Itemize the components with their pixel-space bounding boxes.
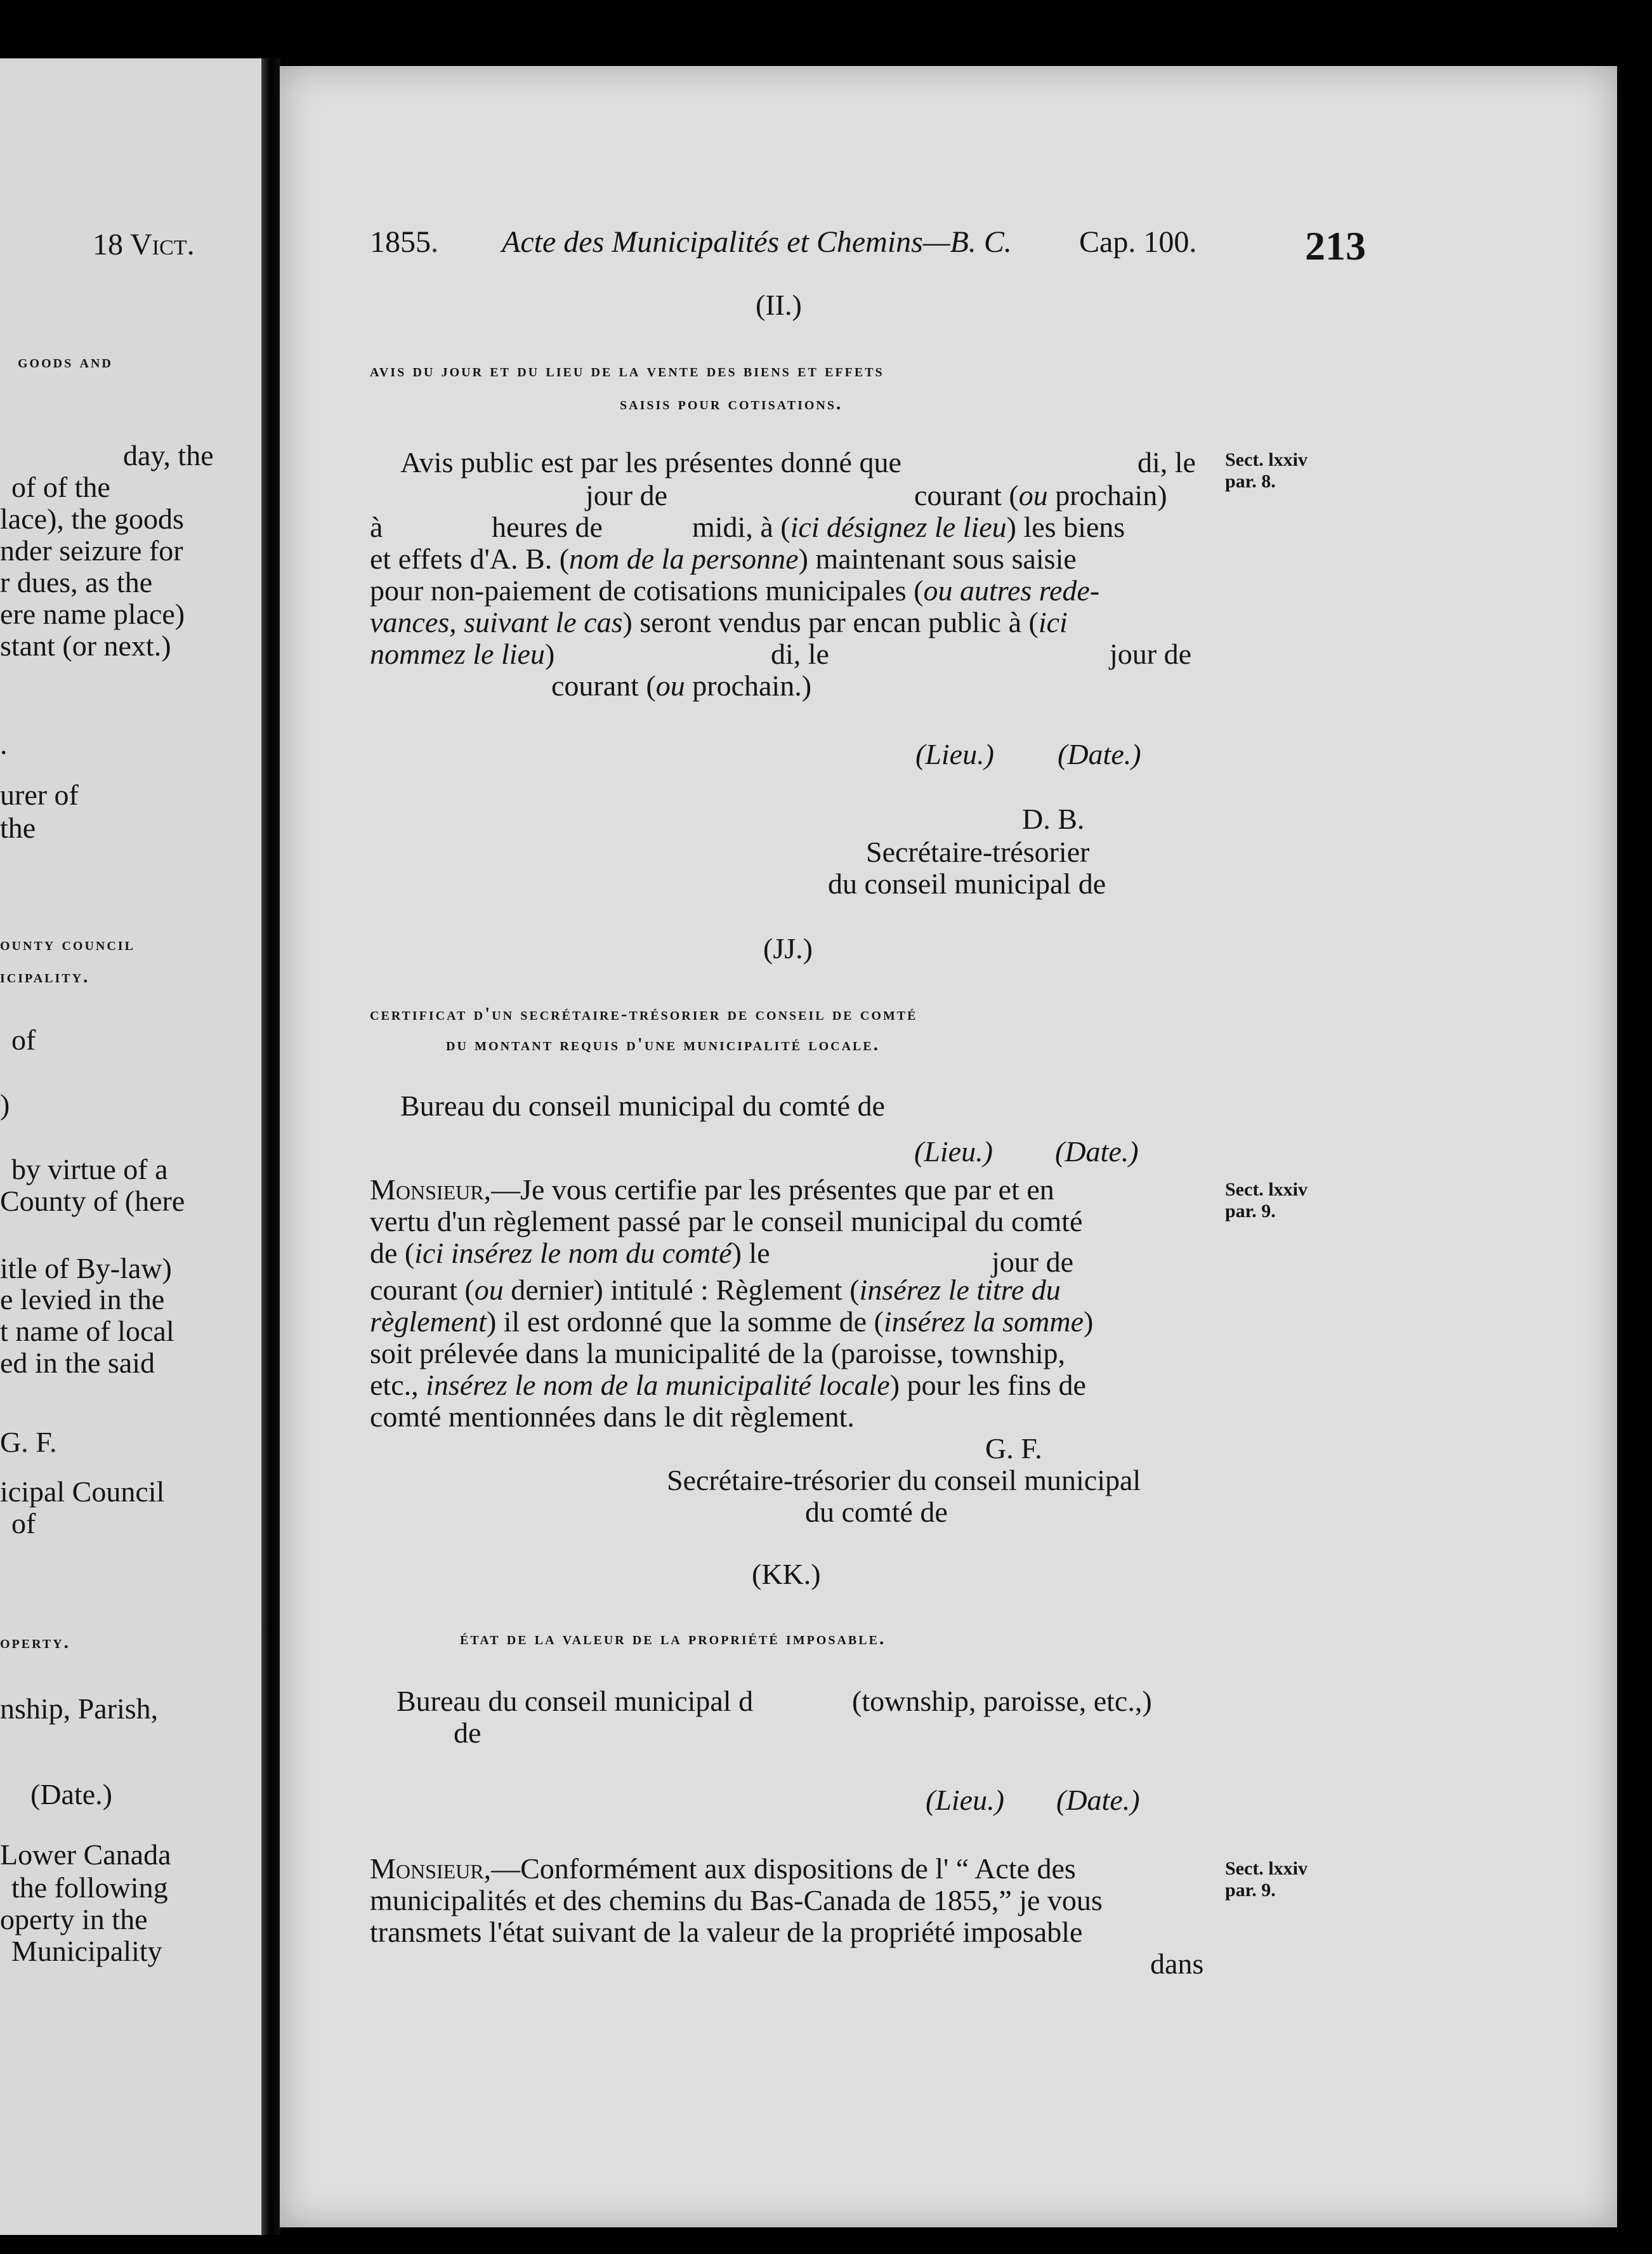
section-ii-line: nommez le lieu): [370, 638, 555, 670]
section-kk-office: Bureau du conseil municipal d: [397, 1685, 754, 1717]
section-ii-line: midi, à (ici désignez le lieu) les biens: [692, 511, 1125, 543]
left-page-line: r dues, as the: [0, 566, 153, 598]
left-page-line: operty.: [0, 1632, 70, 1652]
left-page-line: ounty council: [0, 934, 135, 954]
section-kk-line: Monsieur,—Conformément aux dispositions de l' “ Acte des: [370, 1852, 1076, 1885]
left-page-line: goods and: [18, 352, 113, 372]
section-ii-label: (II.): [756, 289, 802, 321]
section-ii-margin-note: par. 8.: [1225, 471, 1276, 492]
page-gutter: [261, 58, 280, 2235]
left-page-line: ): [0, 1088, 10, 1121]
section-kk-heading: état de la valeur de la propriété imposable.: [460, 1628, 886, 1649]
left-page-line: G. F.: [0, 1426, 57, 1458]
section-jj-line: de (ici insérez le nom du comté) le: [370, 1237, 770, 1269]
left-page-line: of: [11, 1024, 36, 1056]
section-ii-line: à: [370, 511, 383, 543]
section-jj-line: etc., insérez le nom de la municipalité locale) pour les fins de: [370, 1369, 1086, 1401]
section-ii-margin-note: Sect. lxxiv: [1225, 449, 1308, 470]
section-kk-place: (Lieu.): [926, 1784, 1004, 1816]
section-jj-place: (Lieu.): [914, 1135, 993, 1168]
section-jj-line: vertu d'un règlement passé par le conseil municipal du comté: [370, 1205, 1083, 1237]
section-jj-label: (JJ.): [763, 932, 813, 965]
section-kk-date: (Date.): [1056, 1784, 1140, 1816]
left-page-line: itle of By-law): [0, 1252, 172, 1284]
section-jj-office: Bureau du conseil municipal du comté de: [400, 1090, 885, 1122]
section-ii-signature: D. B.: [1022, 803, 1085, 835]
left-page-line: e levied in the: [0, 1283, 165, 1315]
left-page: [0, 58, 265, 2235]
section-ii-line: pour non-paiement de cotisations municipales (ou autres rede-: [370, 574, 1100, 607]
section-ii-line: courant (ou prochain.): [551, 669, 812, 702]
section-kk-margin-note: par. 9.: [1225, 1880, 1276, 1901]
left-page-line: ere name place): [0, 598, 185, 630]
section-ii-heading-2: saisis pour cotisations.: [620, 393, 843, 414]
section-kk-line: transmets l'état suivant de la valeur de la propriété imposable: [370, 1916, 1083, 1948]
section-kk-margin-note: Sect. lxxiv: [1225, 1858, 1308, 1879]
section-jj-line: Monsieur,—Je vous certifie par les présentes que par et en: [370, 1173, 1054, 1206]
section-ii-heading-1: avis du jour et du lieu de la vente des biens et effets: [370, 360, 884, 381]
left-page-line: the following: [11, 1871, 168, 1904]
left-page-line: Lower Canada: [0, 1838, 171, 1871]
header-title: Acte des Municipalités et Chemins—B. C.: [502, 225, 1012, 259]
page-number: 213: [1305, 223, 1366, 268]
section-ii-line: di, le: [1137, 446, 1196, 478]
section-jj-line: courant (ou dernier) intitulé : Règlement (insérez le titre du: [370, 1274, 1061, 1306]
left-page-line: the: [0, 812, 36, 844]
section-ii-line: et effets d'A. B. (nom de la personne) maintenant sous saisie: [370, 543, 1077, 575]
left-page-line: nder seizure for: [0, 534, 183, 567]
left-page-line: t name of local: [0, 1315, 174, 1347]
section-jj-heading-2: du montant requis d'une municipalité locale.: [446, 1034, 880, 1055]
section-ii-line: Avis public est par les présentes donné que: [400, 446, 901, 478]
section-kk-line: municipalités et des chemins du Bas-Canada de 1855,” je vous: [370, 1884, 1103, 1916]
left-running-head: 18 Vict.: [93, 228, 195, 261]
left-page-line: of: [11, 1507, 36, 1539]
section-jj-line: règlement) il est ordonné que la somme de (insérez la somme): [370, 1305, 1094, 1338]
section-kk-line: dans: [1150, 1948, 1204, 1980]
left-page-line: icipality.: [0, 966, 90, 987]
section-jj-sig-title: Secrétaire-trésorier du conseil municipal: [667, 1464, 1141, 1496]
section-jj-margin-note: Sect. lxxiv: [1225, 1179, 1308, 1200]
left-page-line: urer of: [0, 779, 79, 811]
section-ii-sig-title: Secrétaire-trésorier: [866, 836, 1090, 868]
section-ii-line: jour de: [586, 479, 668, 511]
left-page-line: ed in the said: [0, 1347, 155, 1379]
section-ii-place: (Lieu.): [915, 738, 994, 770]
left-page-line: stant (or next.): [0, 629, 171, 662]
right-page: [280, 66, 1617, 2227]
left-page-line: (Date.): [30, 1778, 112, 1810]
left-page-line: Municipality: [11, 1935, 162, 1967]
left-page-line: day, the: [123, 439, 214, 471]
section-ii-date: (Date.): [1058, 738, 1141, 770]
left-page-line: operty in the: [0, 1903, 148, 1935]
section-jj-sig-title: du comté de: [805, 1496, 948, 1528]
section-ii-line: jour de: [1110, 638, 1192, 670]
section-kk-label: (KK.): [752, 1558, 821, 1590]
left-page-line: County of (here: [0, 1185, 185, 1217]
left-page-line: by virtue of a: [11, 1153, 168, 1185]
header-year: 1855.: [370, 225, 438, 259]
section-jj-date: (Date.): [1055, 1135, 1139, 1168]
section-kk-office: de: [454, 1717, 482, 1749]
section-jj-margin-note: par. 9.: [1225, 1201, 1276, 1222]
section-jj-signature: G. F.: [985, 1432, 1042, 1465]
header-chapter: Cap. 100.: [1079, 225, 1197, 259]
section-jj-heading-1: certificat d'un secrétaire-trésorier de conseil de comté: [370, 1004, 918, 1024]
section-jj-line: jour de: [992, 1246, 1074, 1278]
left-page-line: .: [0, 728, 8, 760]
left-page-line: lace), the goods: [0, 503, 184, 535]
section-ii-line: courant (ou prochain): [914, 479, 1167, 511]
left-page-line: of of the: [11, 471, 110, 503]
left-page-line: icipal Council: [0, 1475, 165, 1508]
section-ii-line: vances, suivant le cas) seront vendus par encan public à (ici: [370, 606, 1068, 638]
section-ii-line: di, le: [771, 638, 829, 670]
section-jj-line: soit prélevée dans la municipalité de la (paroisse, township,: [370, 1337, 1066, 1369]
section-ii-sig-title: du conseil municipal de: [828, 867, 1106, 900]
section-jj-line: comté mentionnées dans le dit règlement.: [370, 1401, 855, 1433]
section-ii-line: heures de: [492, 511, 603, 543]
section-kk-office: (township, paroisse, etc.,): [852, 1685, 1152, 1717]
left-page-line: nship, Parish,: [0, 1692, 159, 1725]
